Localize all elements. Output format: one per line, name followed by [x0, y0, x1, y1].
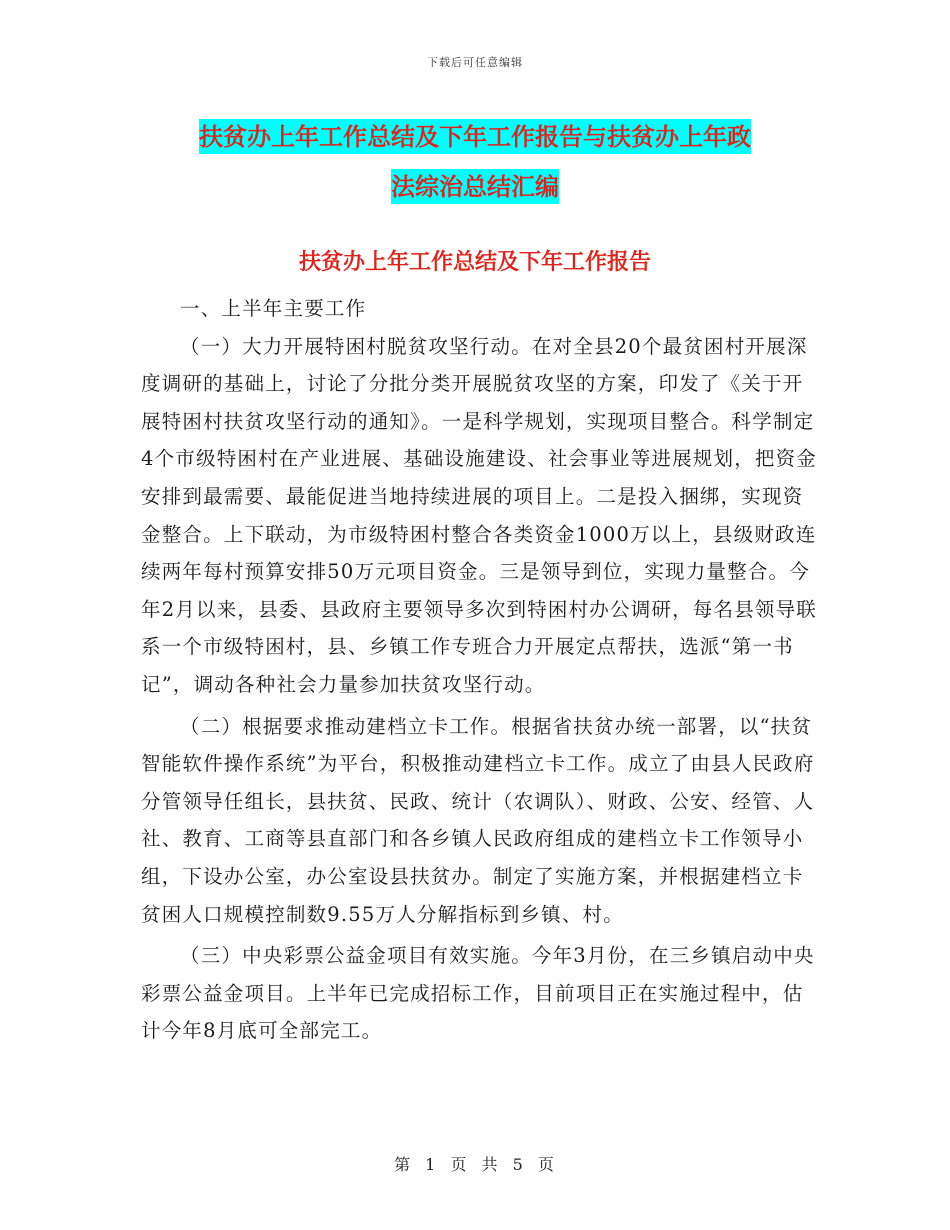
document-body — [141, 290, 821, 1050]
section-title: 扶贫办上年工作总结及下年工作报告 — [298, 249, 651, 275]
page-footer: 第 1 页 共 5 页 — [394, 1155, 556, 1174]
main-title-line1: 扶贫办上年工作总结及下年工作报告与扶贫办上年政 — [199, 119, 751, 154]
main-title — [140, 112, 810, 212]
header-note: 下载后可任意编辑 — [427, 56, 523, 69]
heading-first-half-work: 一、上半年主要工作 — [180, 297, 367, 320]
main-title-line2: 法综治总结汇编 — [391, 169, 559, 204]
paragraph-3: （三）中央彩票公益金项目有效实施。今年3月份，在三乡镇启动中央彩票公益金项目。上半年已完成招标工作，目前项目正在实施过程中，估计今年8月底可全部完工。 — [141, 944, 815, 1043]
paragraph-2: （二）根据要求推动建档立卡工作。根据省扶贫办统一部署，以“扶贫智能软件操作系统”为平台，积极推动建档立卡工作。成立了由县人民政府分管领导任组长，县扶贫、民政、统计（农调队）、财政、公安、经管、人社、教育、工商等县直部门和各乡镇人民政府组成的建档立卡工作领导小组，下设办公室，办公室设县扶贫办。制定了实施方案，并根据建档立卡贫困人口规模控制数9.55万人分解指标到乡镇、村。 — [141, 714, 815, 926]
paragraph-1: （一）大力开展特困村脱贫攻坚行动。在对全县20个最贫困村开展深度调研的基础上，讨论了分批分类开展脱贫攻坚的方案，印发了《关于开展特困村扶贫攻坚行动的通知》。一是科学规划，实现项目整合。科学制定4个市级特困村在产业进展、基础设施建设、社会事业等进展规划，把资金安排到最需要、最能促进当地持续进展的项目上。二是投入捆绑，实现资金整合。上下联动，为市级特困村整合各类资金1000万以上，县级财政连续两年每村预算安排50万元项目资金。三是领导到位，实现力量整合。今年2月以来，县委、县政府主要领导多次到特困村办公调研，每名县领导联系一个市级特困村，县、乡镇工作专班合力开展定点帮扶，选派“第一书记”，调动各种社会力量参加扶贫攻坚行动。 — [141, 334, 818, 696]
